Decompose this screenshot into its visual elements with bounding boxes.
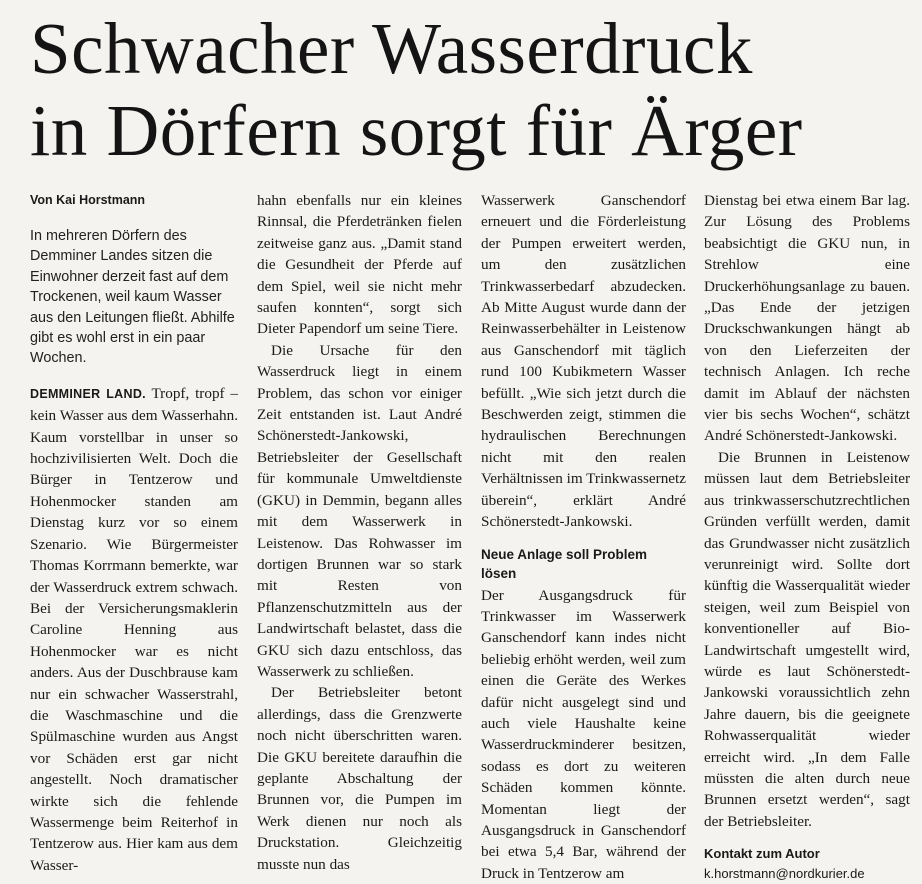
paragraph-5: Die Brunnen in Leistenow müssen laut dem Betriebsleiter aus trinkwasserschutzrechtlichen Gründen verfüllt werden, damit das Grundwasser nicht zusätzlich verunreinigt wird. Sollte dort künftig die Wasserqualität wieder steigen, weil zum Beispiel von konventioneller auf Bio-Landwirtschaft umgestellt wird, würde es laut Schönerstedt-Jankowski voraussichtlich zehn Jahre dauern, bis die geeignete Rohwasserqualität wieder erreicht wird. „In dem Falle müssten die alten durch neue Brunnen ersetzt werden“, sagt der Betriebsleiter. xyxy=(704,447,910,832)
headline xyxy=(30,8,910,172)
contact-heading: Kontakt zum Autor xyxy=(704,844,910,864)
lead-paragraph: In mehreren Dörfern des Demminer Landes sitzen die Einwohner derzeit fast auf dem Trockenen, weil kaum Wasser aus den Leitungen fließt. Abhilfe gibt es wohl erst in ein paar Wochen. xyxy=(30,226,238,369)
paragraph-1-cont: hahn ebenfalls nur ein kleines Rinnsal, die Pferdetränken fielen zeitweise ganz aus. „Damit stand die Gesundheit der Pferde auf dem Spiel, weil sie nicht mehr saufen konnten“, sorgt sich Dieter Papendorf um seine Tiere. xyxy=(257,190,462,340)
column-3 xyxy=(481,190,686,884)
column-2 xyxy=(257,190,462,875)
headline-line-2: in Dörfern sorgt für Ärger xyxy=(30,90,910,172)
column-1 xyxy=(30,190,238,876)
paragraph-2: Die Ursache für den Wasserdruck liegt in einem Problem, das schon vor einiger Zeit entstanden ist. Laut André Schönerstedt-Jankowski, Betriebsleiter der Gesellschaft für kommunale Umweltdienste (GKU) in Demmin, begann alles mit dem Wasserwerk in Leistenow. Das Rohwasser im dortigen Brunnen war so stark mit Resten von Pflanzenschutzmitteln aus der Landwirtschaft belastet, dass die GKU sich dazu entschloss, das Wasserwerk zu schließen. xyxy=(257,340,462,683)
subheading: Neue Anlage soll Problem lösen xyxy=(481,545,686,583)
paragraph-3: Der Betriebsleiter betont allerdings, dass die Grenzwerte noch nicht überschritten waren. Die GKU bereitete daraufhin die geplante Abschaltung der Brunnen vor, die Pumpen im Werk dienen nur noch als Druckstation. Gleichzeitig musste nun das xyxy=(257,682,462,875)
byline: Von Kai Horstmann xyxy=(30,190,238,210)
headline-line-1: Schwacher Wasserdruck xyxy=(30,8,910,90)
paragraph-1: DEMMINER LAND. Tropf, tropf – kein Wasser aus dem Wasserhahn. Kaum vorstellbar in unser so hochzivilisierten Welt. Doch die Bürger in Tentzerow und Hohenmocker standen am Dienstag kurz vor so einem Szenario. Wie Bürgermeister Thomas Korrmann bemerkte, war der Wasserdruck extrem schwach. Bei der Versicherungsmaklerin Caroline Henning aus Hohenmocker war es nicht anders. Aus der Duschbrause kam nur ein schwacher Wasserstrahl, die Waschmaschine und die Spülmaschine wurden aus Angst vor Schäden erst gar nicht angestellt. Noch dramatischer wirkte sich die fehlende Wassermenge beim Reiterhof in Tentzerow aus. Hier kam aus dem Wasser- xyxy=(30,383,238,876)
paragraph-4-cont: Dienstag bei etwa einem Bar lag. Zur Lösung des Problems beabsichtigt die GKU nun, in Strehlow eine Druckerhöhungsanlage zu bauen. „Das Ende der jetzigen Druckschwankungen hängt ab von den Lieferzeiten der technisch Anlagen. Ich reche damit im Ablauf der nächsten vier bis sechs Wochen“, schätzt André Schönerstedt-Jankowski. xyxy=(704,190,910,447)
column-4 xyxy=(704,190,910,884)
paragraph-3-cont: Wasserwerk Ganschendorf erneuert und die Förderleistung der Pumpen erweitert werden, um den zusätzlichen Trinkwasserbedarf abzudecken. Ab Mitte August wurde dann der Reinwasserbehälter in Leistenow aus Ganschendorf mit täglich rund 100 Kubikmetern Wasser befüllt. „Wie sich jetzt durch die Beschwerden zeigt, stimmen die hydraulischen Berechnungen nicht mit den realen Verhältnissen im Trinkwassernetz überein“, erklärt André Schönerstedt-Jankowski. xyxy=(481,190,686,533)
dateline: DEMMINER LAND. xyxy=(30,387,146,401)
paragraph-4: Der Ausgangsdruck für Trinkwasser im Wasserwerk Ganschendorf kann indes nicht beliebig erhöht werden, weil zum einen die Geräte des Werkes dafür nicht ausgelegt sind und auch viele Haushalte keine Wasserdruckminderer besitzen, sodass es dort zu weiteren Schäden kommen könnte. Momentan liegt der Ausgangsdruck in Ganschendorf bei etwa 5,4 Bar, während der Druck in Tentzerow am xyxy=(481,585,686,884)
contact-email[interactable]: k.horstmann@nordkurier.de xyxy=(704,864,910,884)
